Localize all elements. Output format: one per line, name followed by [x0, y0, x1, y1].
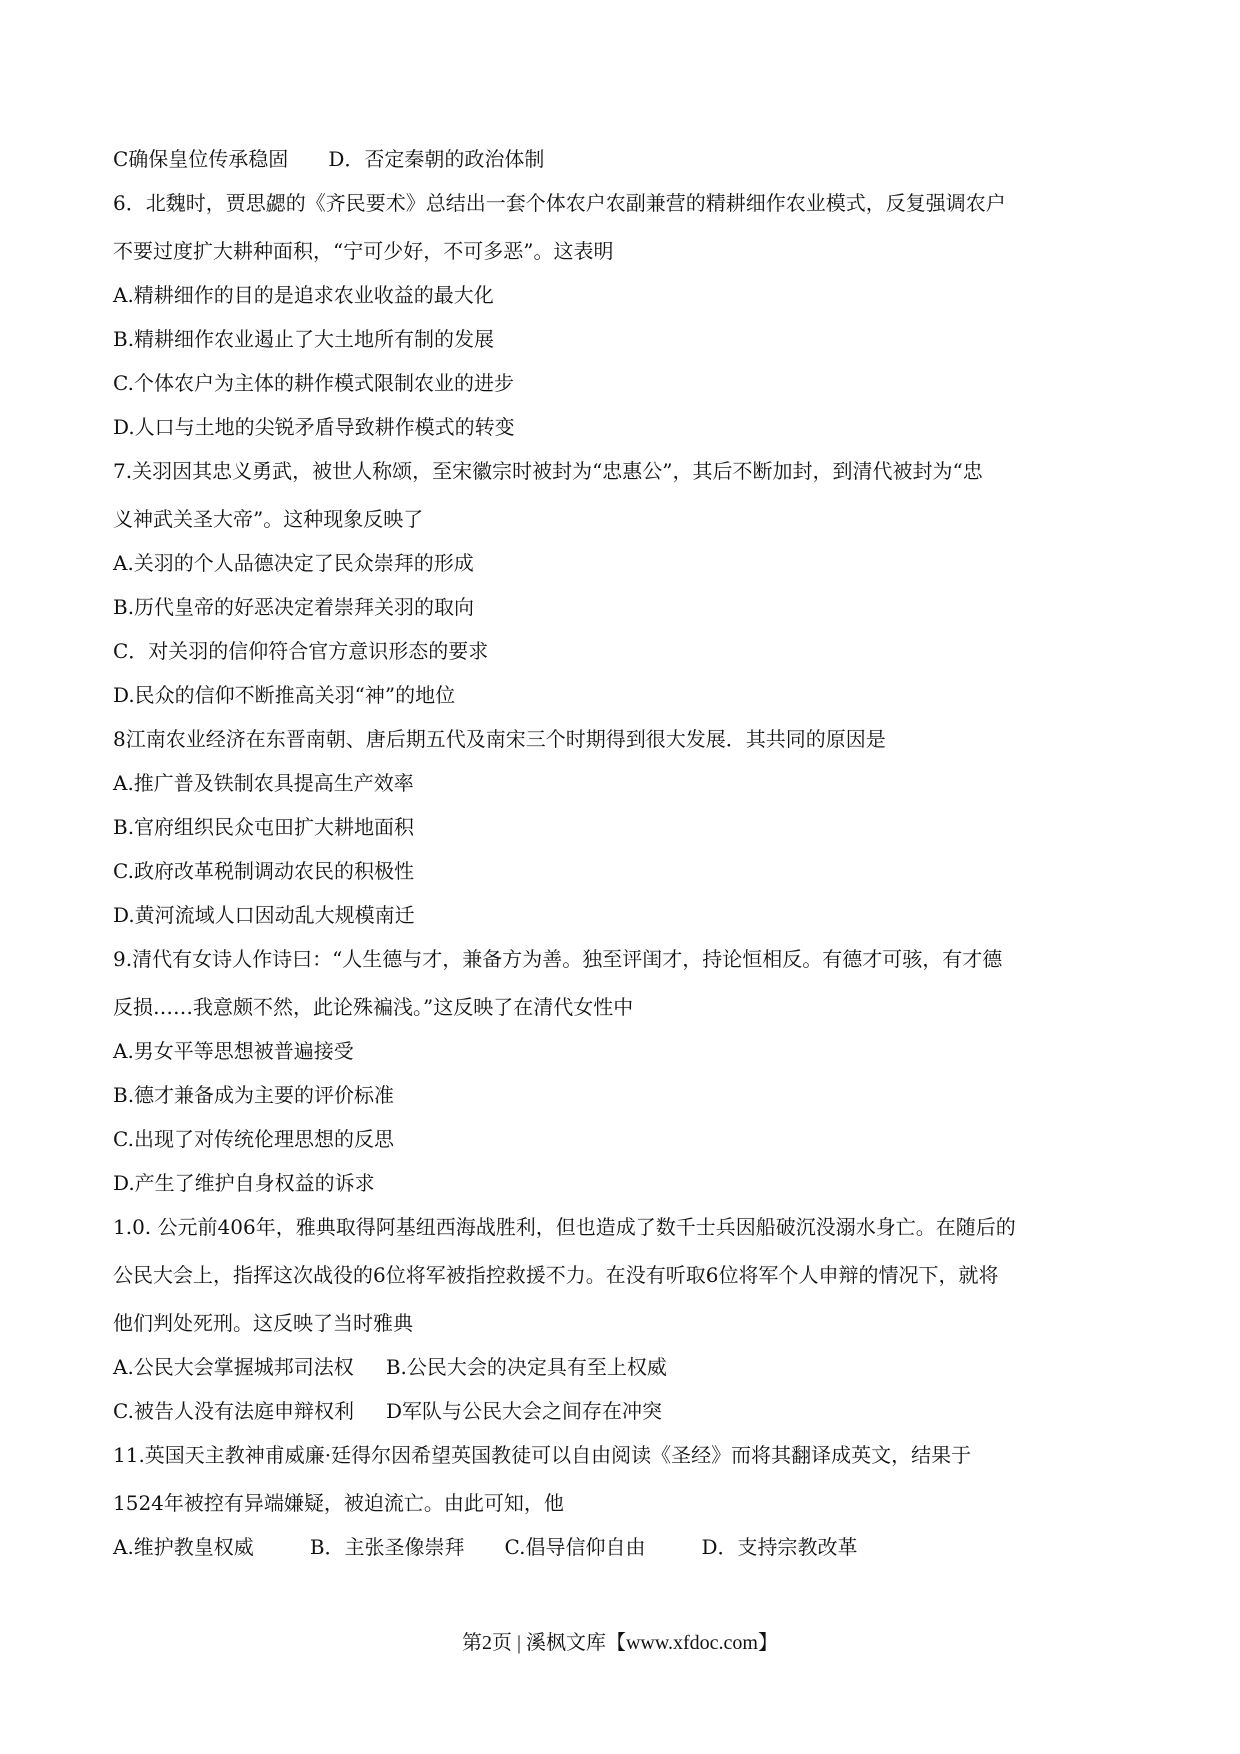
q11-stem-line-1: 11.英国天主教神甫威廉·廷得尔因希望英国教徒可以自由阅读《圣经》而将其翻译成英文，结果于: [113, 1443, 972, 1467]
q6-option-d: D.人口与土地的尖锐矛盾导致耕作模式的转变: [113, 415, 515, 439]
q8-option-d: D.黄河流域人口因动乱大规模南迁: [113, 903, 415, 927]
q11-option-c: C.倡导信仰自由: [504, 1535, 646, 1559]
q5-option-d: D．否定秦朝的政治体制: [328, 147, 545, 171]
q11-option-a: A.维护教皇权威: [113, 1535, 254, 1559]
q11-stem-line-2: 1524年被控有异端嫌疑，被迫流亡。由此可知，他: [113, 1491, 564, 1515]
q10-option-a: A.公民大会掌握城邦司法权: [113, 1355, 354, 1379]
q7-option-a: A.关羽的个人品德决定了民众崇拜的形成: [113, 551, 474, 575]
page-content: [113, 146, 1123, 1560]
q9-option-c: C.出现了对传统伦理思想的反思: [113, 1127, 394, 1151]
q10-stem-line-3: 他们判处死刑。这反映了当时雅典: [113, 1311, 413, 1335]
q6-option-b: B.精耕细作农业遏止了大土地所有制的发展: [113, 327, 495, 351]
q8-option-b: B.官府组织民众屯田扩大耕地面积: [113, 815, 415, 839]
q8-option-c: C.政府改革税制调动农民的积极性: [113, 859, 414, 883]
q8-stem-line-1: 8江南农业经济在东晋南朝、唐后期五代及南宋三个时期得到很大发展．其共同的原因是: [113, 727, 886, 751]
q9-stem-line-2: 反损……我意颇不然，此论殊褊浅。”这反映了在清代女性中: [113, 995, 634, 1019]
q9-option-d: D.产生了维护自身权益的诉求: [113, 1171, 375, 1195]
q9-option-b: B.德才兼备成为主要的评价标准: [113, 1083, 395, 1107]
q10-option-b: B.公民大会的决定具有至上权威: [385, 1355, 667, 1379]
q9-stem-line-1: 9.清代有女诗人作诗曰：“人生德与才，兼备方为善。独至评闺才，持论恒相反。有德才可骇，有才德: [113, 947, 1003, 971]
q6-option-a: A.精耕细作的目的是追求农业收益的最大化: [113, 283, 494, 307]
q7-option-d: D.民众的信仰不断推高关羽“神”的地位: [113, 683, 456, 707]
q10-options-row-1: [113, 1354, 1123, 1380]
q9-option-a: A.男女平等思想被普遍接受: [113, 1039, 354, 1063]
q7-stem-line-1: 7.关羽因其忠义勇武，被世人称颂，至宋徽宗时被封为“忠惠公”，其后不断加封，到清代被封为“忠: [113, 459, 983, 483]
q6-option-c: C.个体农户为主体的耕作模式限制农业的进步: [113, 371, 514, 395]
q10-option-d: D军队与公民大会之间存在冲突: [385, 1399, 662, 1423]
q5-options-row: [113, 146, 1123, 172]
q7-option-b: B.历代皇帝的好恶决定着崇拜关羽的取向: [113, 595, 475, 619]
q6-stem-line-2: 不要过度扩大耕种面积，“宁可少好，不可多恶”。这表明: [113, 239, 614, 263]
q10-stem-line-2: 公民大会上，指挥这次战役的6位将军被指控救援不力。在没有听取6位将军个人申辩的情况下，就将: [113, 1263, 999, 1287]
q10-stem-line-1: 1.0. 公元前406年，雅典取得阿基纽西海战胜利，但也造成了数千士兵因船破沉没溺水身亡。在随后的: [113, 1215, 1016, 1239]
q10-option-c: C.被告人没有法庭申辩权利: [113, 1399, 354, 1423]
q5-option-c: C确保皇位传承稳固: [113, 147, 289, 171]
q10-options-row-2: [113, 1398, 1123, 1424]
q6-stem-line-1: 6．北魏时，贾思勰的《齐民要术》总结出一套个体农户农副兼营的精耕细作农业模式，反复强调农户: [113, 191, 1006, 215]
q11-option-b: B．主张圣像崇拜: [309, 1535, 465, 1559]
page-footer: 第2页 | 溪枫文库【www.xfdoc.com】: [461, 1632, 778, 1654]
q11-option-d: D．支持宗教改革: [701, 1535, 858, 1559]
q11-options-row: [113, 1534, 1123, 1560]
q7-stem-line-2: 义神武关圣大帝”。这种现象反映了: [113, 507, 424, 531]
q7-option-c: C．对关羽的信仰符合官方意识形态的要求: [113, 639, 489, 663]
q8-option-a: A.推广普及铁制农具提高生产效率: [113, 771, 414, 795]
